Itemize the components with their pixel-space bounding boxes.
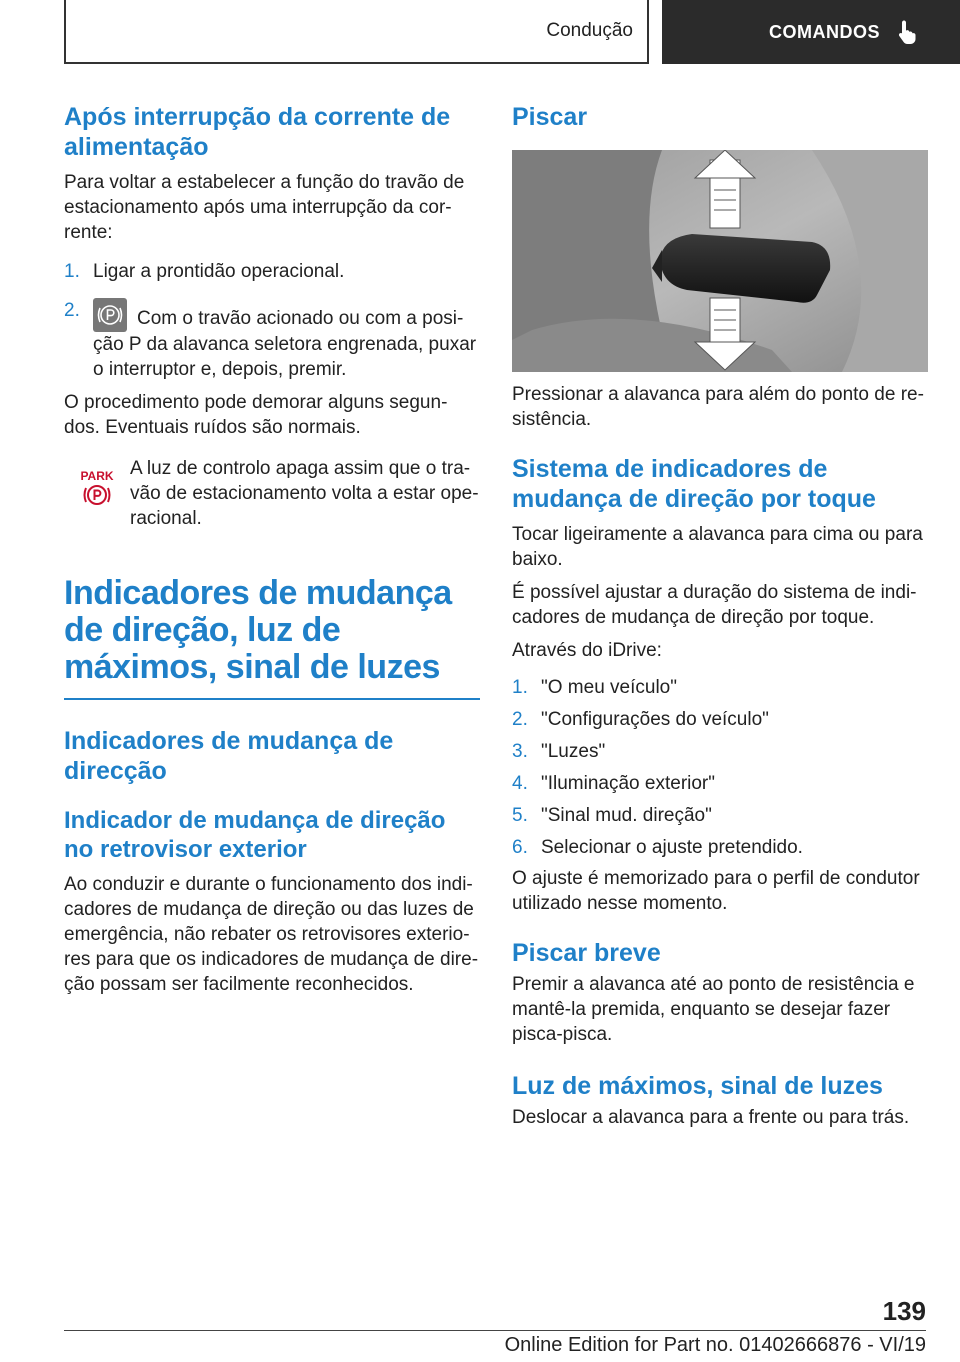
right-column xyxy=(512,102,928,1130)
page-number: 139 xyxy=(882,1296,926,1326)
list-item xyxy=(512,739,928,764)
footer-edition: Online Edition for Part no. 01402666876 - VI/19 xyxy=(504,1334,926,1356)
list-item xyxy=(64,298,480,382)
paragraph-memorized: O ajuste é memorizado para o perfil de condutor utilizado nesse momento. xyxy=(512,868,920,914)
step-text: "O meu veículo" xyxy=(541,677,677,698)
paragraph-mirror-indicator: Ao conduzir e durante o funcionamento dos indi-cadores de mudança de direção ou das luzes de emergência, não rebater os retrovisores exterio-res para que os indicadores de mudança de dire-ção possam ser facilmente reconhecidos. xyxy=(64,874,479,995)
steps-list-power xyxy=(64,259,480,382)
step-text: Com o travão acionado ou com a posi-ção P da alavanca seletora engrenada, puxar o interruptor e, depois, premir. xyxy=(93,308,477,380)
paragraph-power-interruption: Para voltar a estabelecer a função do travão de estacionamento após uma interrupção da cor-rente: xyxy=(64,172,465,243)
step-number: 1. xyxy=(512,677,528,698)
left-column xyxy=(64,102,480,997)
list-item xyxy=(512,771,928,796)
step-number: 2. xyxy=(64,300,80,321)
step-text: "Configurações do veículo" xyxy=(541,709,769,730)
heading-high-beam: Luz de máximos, sinal de luzes xyxy=(512,1072,883,1100)
step-text: "Iluminação exterior" xyxy=(541,773,716,794)
park-icon-label: PARK xyxy=(80,469,114,483)
heading-brief-blink: Piscar breve xyxy=(512,939,661,967)
paragraph-touch-1: Tocar ligeiramente a alavanca para cima ou para baixo. xyxy=(512,524,923,570)
step-text-container xyxy=(93,298,480,382)
paragraph-idrive: Através do iDrive: xyxy=(512,640,662,661)
header-chapter-tab[interactable] xyxy=(662,0,960,64)
step-number: 6. xyxy=(512,837,528,858)
turn-signal-lever-image xyxy=(512,150,928,372)
park-indicator-icon xyxy=(64,456,130,531)
list-item xyxy=(512,707,928,732)
step-text: Selecionar o ajuste pretendido. xyxy=(541,837,803,858)
step-number: 3. xyxy=(512,741,528,762)
hand-pointer-icon xyxy=(898,19,920,45)
heading-mirror-indicator: Indicador de mudança de direção no retrovisor exterior xyxy=(64,807,446,863)
list-item xyxy=(512,675,928,700)
paragraph-touch-2: É possível ajustar a duração do sistema de indi-cadores de mudança de direção por toque. xyxy=(512,582,917,628)
paragraph-high-beam: Deslocar a alavanca para a frente ou para trás. xyxy=(512,1107,910,1128)
paragraph-blink: Pressionar a alavanca para além do ponto de re-sistência. xyxy=(512,384,924,430)
step-number: 4. xyxy=(512,773,528,794)
step-number: 2. xyxy=(512,709,528,730)
heading-power-interruption: Após interrupção da corrente de alimentação xyxy=(64,103,451,161)
step-text: Ligar a prontidão operacional. xyxy=(93,261,345,282)
header-section-title: Condução xyxy=(546,20,633,41)
steps-list-idrive xyxy=(512,675,928,860)
list-item xyxy=(512,835,928,860)
header-section-tab[interactable] xyxy=(64,0,649,64)
header-chapter-title: COMANDOS xyxy=(769,21,880,42)
park-note xyxy=(64,456,480,531)
heading-turn-signals: Indicadores de mudança de direcção xyxy=(64,727,394,785)
paragraph-brief-blink: Premir a alavanca até ao ponto de resistência e mantê-la premida, enquanto se desejar fazer pisca-pisca. xyxy=(512,974,915,1045)
step-text: "Luzes" xyxy=(541,741,606,762)
footer-divider xyxy=(64,1330,926,1331)
step-text: "Sinal mud. direção" xyxy=(541,805,712,826)
heading-touch-signal: Sistema de indicadores de mudança de direção por toque xyxy=(512,455,876,513)
step-number: 5. xyxy=(512,805,528,826)
heading-main-section: Indicadores de mudança de direção, luz de máximos, sinal de luzes xyxy=(64,574,452,686)
list-item xyxy=(64,259,480,284)
parking-brake-icon xyxy=(93,298,127,332)
list-item xyxy=(512,803,928,828)
park-note-text: A luz de controlo apaga assim que o tra-vão de estacionamento volta a estar ope-racional. xyxy=(130,458,479,529)
heading-blink: Piscar xyxy=(512,103,588,131)
paragraph-procedure: O procedimento pode demorar alguns segun-dos. Eventuais ruídos são normais. xyxy=(64,392,448,438)
section-divider xyxy=(64,698,480,700)
step-number: 1. xyxy=(64,261,80,282)
